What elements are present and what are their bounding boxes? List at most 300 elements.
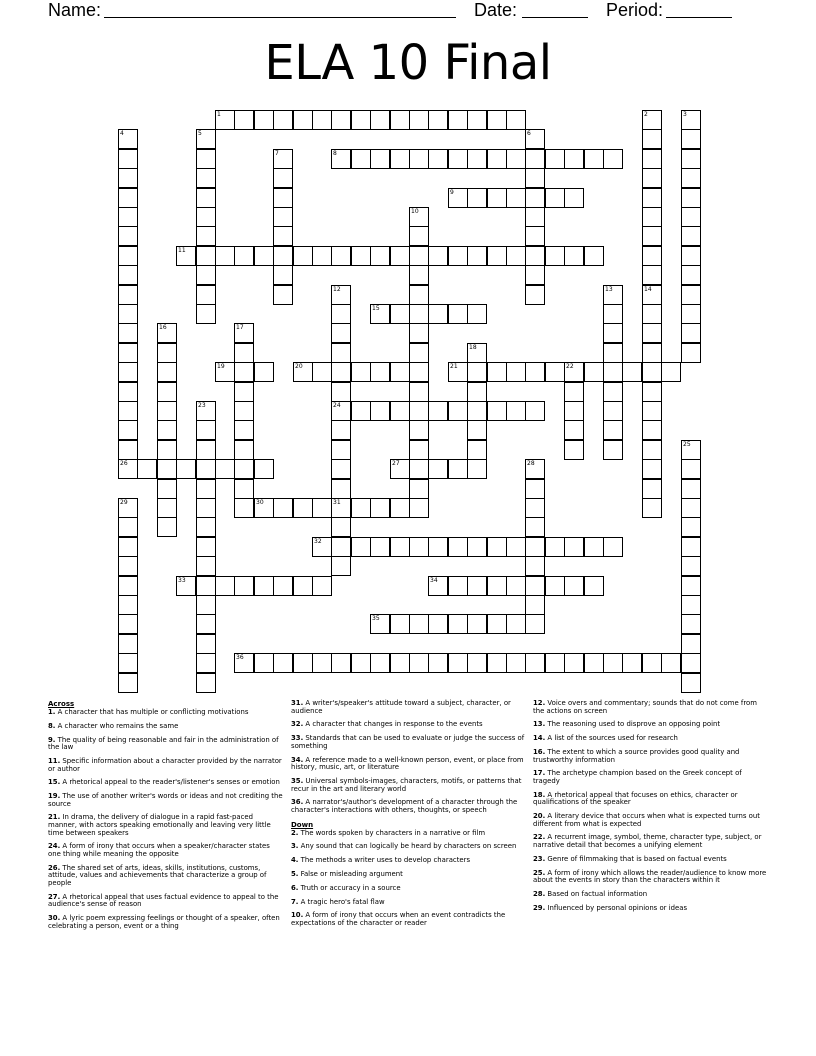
crossword-cell[interactable] bbox=[467, 576, 487, 596]
crossword-cell[interactable] bbox=[525, 576, 545, 596]
crossword-cell[interactable] bbox=[118, 556, 138, 576]
crossword-cell[interactable] bbox=[428, 401, 448, 421]
crossword-cell[interactable] bbox=[234, 420, 254, 440]
crossword-cell[interactable] bbox=[448, 614, 468, 634]
crossword-cell[interactable] bbox=[642, 479, 662, 499]
crossword-cell[interactable] bbox=[448, 459, 468, 479]
crossword-cell[interactable] bbox=[564, 401, 584, 421]
crossword-cell[interactable] bbox=[409, 285, 429, 305]
crossword-cell[interactable] bbox=[273, 285, 293, 305]
crossword-cell[interactable] bbox=[545, 246, 565, 266]
crossword-cell[interactable] bbox=[370, 304, 390, 324]
crossword-cell[interactable] bbox=[409, 226, 429, 246]
crossword-cell[interactable] bbox=[254, 246, 274, 266]
crossword-cell[interactable] bbox=[642, 362, 662, 382]
crossword-cell[interactable] bbox=[234, 246, 254, 266]
crossword-cell[interactable] bbox=[642, 382, 662, 402]
crossword-cell[interactable] bbox=[681, 556, 701, 576]
crossword-cell[interactable] bbox=[157, 517, 177, 537]
crossword-cell[interactable] bbox=[196, 168, 216, 188]
crossword-cell[interactable] bbox=[525, 556, 545, 576]
crossword-cell[interactable] bbox=[331, 285, 351, 305]
crossword-cell[interactable] bbox=[331, 323, 351, 343]
crossword-cell[interactable] bbox=[603, 323, 623, 343]
crossword-cell[interactable] bbox=[467, 653, 487, 673]
crossword-cell[interactable] bbox=[681, 265, 701, 285]
crossword-cell[interactable] bbox=[564, 576, 584, 596]
crossword-cell[interactable] bbox=[254, 653, 274, 673]
crossword-cell[interactable] bbox=[525, 129, 545, 149]
crossword-cell[interactable] bbox=[390, 614, 410, 634]
crossword-cell[interactable] bbox=[234, 343, 254, 363]
crossword-cell[interactable] bbox=[331, 246, 351, 266]
crossword-cell[interactable] bbox=[118, 517, 138, 537]
crossword-cell[interactable] bbox=[293, 576, 313, 596]
crossword-cell[interactable] bbox=[642, 323, 662, 343]
crossword-cell[interactable] bbox=[506, 149, 526, 169]
crossword-cell[interactable] bbox=[409, 110, 429, 130]
crossword-cell[interactable] bbox=[234, 362, 254, 382]
crossword-cell[interactable] bbox=[234, 401, 254, 421]
crossword-cell[interactable] bbox=[564, 362, 584, 382]
crossword-cell[interactable] bbox=[273, 226, 293, 246]
crossword-cell[interactable] bbox=[506, 188, 526, 208]
crossword-cell[interactable] bbox=[642, 168, 662, 188]
crossword-cell[interactable] bbox=[487, 362, 507, 382]
crossword-cell[interactable] bbox=[118, 653, 138, 673]
crossword-cell[interactable] bbox=[428, 576, 448, 596]
crossword-cell[interactable] bbox=[642, 265, 662, 285]
crossword-cell[interactable] bbox=[331, 459, 351, 479]
crossword-cell[interactable] bbox=[293, 362, 313, 382]
crossword-cell[interactable] bbox=[564, 188, 584, 208]
crossword-cell[interactable] bbox=[118, 129, 138, 149]
crossword-cell[interactable] bbox=[525, 285, 545, 305]
crossword-cell[interactable] bbox=[681, 479, 701, 499]
crossword-cell[interactable] bbox=[196, 226, 216, 246]
crossword-cell[interactable] bbox=[506, 653, 526, 673]
crossword-cell[interactable] bbox=[428, 149, 448, 169]
crossword-cell[interactable] bbox=[331, 149, 351, 169]
crossword-cell[interactable] bbox=[409, 382, 429, 402]
crossword-cell[interactable] bbox=[157, 479, 177, 499]
crossword-cell[interactable] bbox=[215, 246, 235, 266]
crossword-cell[interactable] bbox=[196, 576, 216, 596]
crossword-cell[interactable] bbox=[331, 110, 351, 130]
crossword-cell[interactable] bbox=[390, 149, 410, 169]
crossword-cell[interactable] bbox=[525, 168, 545, 188]
crossword-cell[interactable] bbox=[331, 479, 351, 499]
crossword-cell[interactable] bbox=[118, 382, 138, 402]
crossword-cell[interactable] bbox=[157, 343, 177, 363]
crossword-cell[interactable] bbox=[448, 362, 468, 382]
crossword-cell[interactable] bbox=[273, 188, 293, 208]
crossword-cell[interactable] bbox=[467, 420, 487, 440]
crossword-cell[interactable] bbox=[196, 595, 216, 615]
crossword-cell[interactable] bbox=[118, 362, 138, 382]
crossword-cell[interactable] bbox=[681, 634, 701, 654]
crossword-cell[interactable] bbox=[293, 110, 313, 130]
crossword-cell[interactable] bbox=[487, 537, 507, 557]
crossword-cell[interactable] bbox=[642, 304, 662, 324]
crossword-cell[interactable] bbox=[448, 188, 468, 208]
crossword-cell[interactable] bbox=[603, 149, 623, 169]
crossword-cell[interactable] bbox=[681, 595, 701, 615]
crossword-cell[interactable] bbox=[234, 653, 254, 673]
crossword-cell[interactable] bbox=[390, 498, 410, 518]
crossword-cell[interactable] bbox=[390, 401, 410, 421]
crossword-cell[interactable] bbox=[564, 653, 584, 673]
crossword-cell[interactable] bbox=[196, 440, 216, 460]
crossword-cell[interactable] bbox=[351, 149, 371, 169]
crossword-cell[interactable] bbox=[487, 149, 507, 169]
crossword-cell[interactable] bbox=[273, 576, 293, 596]
crossword-cell[interactable] bbox=[118, 207, 138, 227]
crossword-cell[interactable] bbox=[254, 110, 274, 130]
crossword-cell[interactable] bbox=[351, 537, 371, 557]
crossword-cell[interactable] bbox=[370, 362, 390, 382]
crossword-cell[interactable] bbox=[196, 149, 216, 169]
crossword-cell[interactable] bbox=[370, 498, 390, 518]
crossword-cell[interactable] bbox=[331, 382, 351, 402]
crossword-cell[interactable] bbox=[196, 285, 216, 305]
crossword-cell[interactable] bbox=[525, 653, 545, 673]
crossword-cell[interactable] bbox=[642, 246, 662, 266]
crossword-cell[interactable] bbox=[312, 653, 332, 673]
crossword-cell[interactable] bbox=[642, 401, 662, 421]
crossword-cell[interactable] bbox=[467, 537, 487, 557]
crossword-cell[interactable] bbox=[196, 653, 216, 673]
crossword-cell[interactable] bbox=[448, 401, 468, 421]
crossword-cell[interactable] bbox=[467, 343, 487, 363]
crossword-cell[interactable] bbox=[584, 149, 604, 169]
crossword-cell[interactable] bbox=[409, 537, 429, 557]
crossword-cell[interactable] bbox=[409, 479, 429, 499]
crossword-cell[interactable] bbox=[642, 285, 662, 305]
crossword-cell[interactable] bbox=[448, 110, 468, 130]
crossword-cell[interactable] bbox=[351, 246, 371, 266]
crossword-cell[interactable] bbox=[331, 401, 351, 421]
crossword-cell[interactable] bbox=[448, 653, 468, 673]
crossword-cell[interactable] bbox=[681, 285, 701, 305]
crossword-cell[interactable] bbox=[681, 226, 701, 246]
crossword-cell[interactable] bbox=[118, 440, 138, 460]
crossword-cell[interactable] bbox=[196, 129, 216, 149]
crossword-cell[interactable] bbox=[331, 440, 351, 460]
crossword-cell[interactable] bbox=[409, 440, 429, 460]
crossword-cell[interactable] bbox=[409, 265, 429, 285]
crossword-cell[interactable] bbox=[525, 149, 545, 169]
crossword-cell[interactable] bbox=[506, 362, 526, 382]
crossword-cell[interactable] bbox=[157, 440, 177, 460]
crossword-cell[interactable] bbox=[370, 149, 390, 169]
crossword-cell[interactable] bbox=[176, 576, 196, 596]
crossword-cell[interactable] bbox=[196, 537, 216, 557]
crossword-cell[interactable] bbox=[487, 401, 507, 421]
crossword-cell[interactable] bbox=[564, 440, 584, 460]
crossword-cell[interactable] bbox=[351, 401, 371, 421]
crossword-cell[interactable] bbox=[293, 246, 313, 266]
crossword-cell[interactable] bbox=[564, 420, 584, 440]
crossword-cell[interactable] bbox=[409, 343, 429, 363]
crossword-cell[interactable] bbox=[545, 149, 565, 169]
crossword-cell[interactable] bbox=[409, 401, 429, 421]
crossword-cell[interactable] bbox=[331, 304, 351, 324]
crossword-cell[interactable] bbox=[467, 149, 487, 169]
crossword-cell[interactable] bbox=[409, 653, 429, 673]
crossword-cell[interactable] bbox=[642, 207, 662, 227]
crossword-cell[interactable] bbox=[448, 149, 468, 169]
crossword-cell[interactable] bbox=[293, 498, 313, 518]
crossword-cell[interactable] bbox=[506, 614, 526, 634]
crossword-cell[interactable] bbox=[681, 129, 701, 149]
crossword-cell[interactable] bbox=[603, 420, 623, 440]
crossword-cell[interactable] bbox=[681, 673, 701, 693]
crossword-cell[interactable] bbox=[428, 246, 448, 266]
crossword-cell[interactable] bbox=[351, 653, 371, 673]
crossword-cell[interactable] bbox=[487, 576, 507, 596]
crossword-cell[interactable] bbox=[409, 323, 429, 343]
crossword-cell[interactable] bbox=[215, 362, 235, 382]
crossword-cell[interactable] bbox=[681, 614, 701, 634]
crossword-cell[interactable] bbox=[390, 653, 410, 673]
crossword-cell[interactable] bbox=[196, 673, 216, 693]
crossword-cell[interactable] bbox=[234, 323, 254, 343]
crossword-cell[interactable] bbox=[273, 498, 293, 518]
crossword-cell[interactable] bbox=[331, 517, 351, 537]
crossword-cell[interactable] bbox=[254, 576, 274, 596]
crossword-cell[interactable] bbox=[467, 362, 487, 382]
crossword-cell[interactable] bbox=[118, 265, 138, 285]
crossword-cell[interactable] bbox=[506, 110, 526, 130]
crossword-cell[interactable] bbox=[331, 420, 351, 440]
crossword-cell[interactable] bbox=[681, 149, 701, 169]
crossword-cell[interactable] bbox=[312, 498, 332, 518]
crossword-cell[interactable] bbox=[196, 304, 216, 324]
crossword-cell[interactable] bbox=[157, 362, 177, 382]
crossword-cell[interactable] bbox=[370, 537, 390, 557]
crossword-cell[interactable] bbox=[370, 401, 390, 421]
crossword-cell[interactable] bbox=[390, 362, 410, 382]
crossword-cell[interactable] bbox=[681, 207, 701, 227]
crossword-cell[interactable] bbox=[642, 149, 662, 169]
crossword-cell[interactable] bbox=[525, 517, 545, 537]
crossword-cell[interactable] bbox=[370, 246, 390, 266]
crossword-cell[interactable] bbox=[118, 246, 138, 266]
crossword-cell[interactable] bbox=[176, 246, 196, 266]
crossword-cell[interactable] bbox=[293, 653, 313, 673]
crossword-cell[interactable] bbox=[118, 401, 138, 421]
crossword-cell[interactable] bbox=[545, 362, 565, 382]
crossword-cell[interactable] bbox=[157, 498, 177, 518]
crossword-cell[interactable] bbox=[603, 653, 623, 673]
crossword-cell[interactable] bbox=[157, 401, 177, 421]
crossword-cell[interactable] bbox=[234, 498, 254, 518]
crossword-cell[interactable] bbox=[467, 459, 487, 479]
crossword-cell[interactable] bbox=[564, 246, 584, 266]
crossword-cell[interactable] bbox=[506, 401, 526, 421]
crossword-cell[interactable] bbox=[584, 576, 604, 596]
crossword-cell[interactable] bbox=[681, 498, 701, 518]
crossword-cell[interactable] bbox=[584, 362, 604, 382]
crossword-cell[interactable] bbox=[525, 207, 545, 227]
crossword-cell[interactable] bbox=[312, 362, 332, 382]
crossword-cell[interactable] bbox=[525, 246, 545, 266]
crossword-cell[interactable] bbox=[196, 265, 216, 285]
crossword-cell[interactable] bbox=[409, 304, 429, 324]
crossword-cell[interactable] bbox=[118, 343, 138, 363]
crossword-cell[interactable] bbox=[312, 537, 332, 557]
crossword-cell[interactable] bbox=[312, 576, 332, 596]
crossword-cell[interactable] bbox=[681, 653, 701, 673]
crossword-cell[interactable] bbox=[448, 304, 468, 324]
crossword-cell[interactable] bbox=[525, 188, 545, 208]
crossword-cell[interactable] bbox=[390, 537, 410, 557]
crossword-cell[interactable] bbox=[642, 653, 662, 673]
crossword-cell[interactable] bbox=[196, 614, 216, 634]
crossword-cell[interactable] bbox=[681, 168, 701, 188]
crossword-cell[interactable] bbox=[525, 265, 545, 285]
crossword-cell[interactable] bbox=[525, 595, 545, 615]
crossword-cell[interactable] bbox=[273, 207, 293, 227]
crossword-cell[interactable] bbox=[157, 459, 177, 479]
crossword-cell[interactable] bbox=[273, 149, 293, 169]
crossword-cell[interactable] bbox=[545, 576, 565, 596]
crossword-cell[interactable] bbox=[525, 614, 545, 634]
crossword-cell[interactable] bbox=[525, 459, 545, 479]
crossword-cell[interactable] bbox=[118, 188, 138, 208]
crossword-cell[interactable] bbox=[642, 459, 662, 479]
crossword-cell[interactable] bbox=[622, 362, 642, 382]
crossword-cell[interactable] bbox=[681, 304, 701, 324]
crossword-cell[interactable] bbox=[681, 110, 701, 130]
crossword-cell[interactable] bbox=[603, 382, 623, 402]
crossword-cell[interactable] bbox=[603, 304, 623, 324]
crossword-cell[interactable] bbox=[118, 673, 138, 693]
crossword-cell[interactable] bbox=[642, 440, 662, 460]
crossword-cell[interactable] bbox=[642, 343, 662, 363]
crossword-cell[interactable] bbox=[409, 207, 429, 227]
crossword-cell[interactable] bbox=[196, 401, 216, 421]
crossword-cell[interactable] bbox=[603, 343, 623, 363]
crossword-cell[interactable] bbox=[370, 110, 390, 130]
crossword-cell[interactable] bbox=[661, 653, 681, 673]
crossword-cell[interactable] bbox=[118, 304, 138, 324]
crossword-cell[interactable] bbox=[584, 246, 604, 266]
crossword-cell[interactable] bbox=[118, 576, 138, 596]
crossword-cell[interactable] bbox=[254, 459, 274, 479]
crossword-cell[interactable] bbox=[642, 226, 662, 246]
crossword-cell[interactable] bbox=[448, 537, 468, 557]
crossword-cell[interactable] bbox=[370, 653, 390, 673]
crossword-cell[interactable] bbox=[331, 343, 351, 363]
crossword-cell[interactable] bbox=[176, 459, 196, 479]
crossword-cell[interactable] bbox=[545, 537, 565, 557]
crossword-cell[interactable] bbox=[312, 110, 332, 130]
crossword-cell[interactable] bbox=[487, 246, 507, 266]
crossword-cell[interactable] bbox=[118, 634, 138, 654]
crossword-cell[interactable] bbox=[390, 110, 410, 130]
crossword-cell[interactable] bbox=[642, 498, 662, 518]
crossword-cell[interactable] bbox=[603, 440, 623, 460]
crossword-cell[interactable] bbox=[331, 362, 351, 382]
crossword-cell[interactable] bbox=[545, 188, 565, 208]
crossword-cell[interactable] bbox=[118, 595, 138, 615]
crossword-cell[interactable] bbox=[681, 188, 701, 208]
crossword-cell[interactable] bbox=[681, 246, 701, 266]
crossword-cell[interactable] bbox=[506, 537, 526, 557]
crossword-cell[interactable] bbox=[603, 362, 623, 382]
crossword-cell[interactable] bbox=[390, 246, 410, 266]
crossword-cell[interactable] bbox=[196, 459, 216, 479]
crossword-cell[interactable] bbox=[196, 498, 216, 518]
crossword-cell[interactable] bbox=[409, 614, 429, 634]
crossword-cell[interactable] bbox=[681, 440, 701, 460]
crossword-cell[interactable] bbox=[467, 110, 487, 130]
crossword-cell[interactable] bbox=[118, 498, 138, 518]
crossword-cell[interactable] bbox=[118, 459, 138, 479]
crossword-cell[interactable] bbox=[196, 517, 216, 537]
crossword-cell[interactable] bbox=[525, 537, 545, 557]
crossword-cell[interactable] bbox=[196, 479, 216, 499]
crossword-cell[interactable] bbox=[545, 653, 565, 673]
crossword-cell[interactable] bbox=[351, 110, 371, 130]
crossword-cell[interactable] bbox=[196, 207, 216, 227]
crossword-cell[interactable] bbox=[254, 362, 274, 382]
crossword-cell[interactable] bbox=[196, 420, 216, 440]
crossword-cell[interactable] bbox=[137, 459, 157, 479]
crossword-cell[interactable] bbox=[487, 188, 507, 208]
crossword-cell[interactable] bbox=[506, 246, 526, 266]
crossword-cell[interactable] bbox=[681, 459, 701, 479]
crossword-cell[interactable] bbox=[603, 401, 623, 421]
crossword-cell[interactable] bbox=[409, 459, 429, 479]
crossword-cell[interactable] bbox=[351, 498, 371, 518]
crossword-cell[interactable] bbox=[157, 420, 177, 440]
crossword-cell[interactable] bbox=[467, 188, 487, 208]
crossword-cell[interactable] bbox=[448, 576, 468, 596]
crossword-cell[interactable] bbox=[467, 304, 487, 324]
crossword-cell[interactable] bbox=[331, 498, 351, 518]
crossword-cell[interactable] bbox=[118, 285, 138, 305]
crossword-cell[interactable] bbox=[467, 382, 487, 402]
crossword-cell[interactable] bbox=[564, 537, 584, 557]
crossword-cell[interactable] bbox=[428, 653, 448, 673]
crossword-cell[interactable] bbox=[157, 323, 177, 343]
crossword-cell[interactable] bbox=[681, 517, 701, 537]
crossword-cell[interactable] bbox=[681, 323, 701, 343]
crossword-cell[interactable] bbox=[118, 323, 138, 343]
crossword-cell[interactable] bbox=[603, 285, 623, 305]
crossword-cell[interactable] bbox=[428, 537, 448, 557]
crossword-cell[interactable] bbox=[196, 634, 216, 654]
crossword-cell[interactable] bbox=[273, 246, 293, 266]
crossword-cell[interactable] bbox=[642, 420, 662, 440]
crossword-cell[interactable] bbox=[487, 614, 507, 634]
crossword-cell[interactable] bbox=[351, 362, 371, 382]
crossword-cell[interactable] bbox=[331, 653, 351, 673]
crossword-cell[interactable] bbox=[681, 537, 701, 557]
crossword-cell[interactable] bbox=[564, 149, 584, 169]
crossword-cell[interactable] bbox=[467, 614, 487, 634]
crossword-cell[interactable] bbox=[525, 401, 545, 421]
crossword-cell[interactable] bbox=[448, 246, 468, 266]
crossword-cell[interactable] bbox=[273, 110, 293, 130]
crossword-cell[interactable] bbox=[331, 556, 351, 576]
crossword-cell[interactable] bbox=[157, 382, 177, 402]
crossword-cell[interactable] bbox=[234, 479, 254, 499]
crossword-cell[interactable] bbox=[525, 362, 545, 382]
